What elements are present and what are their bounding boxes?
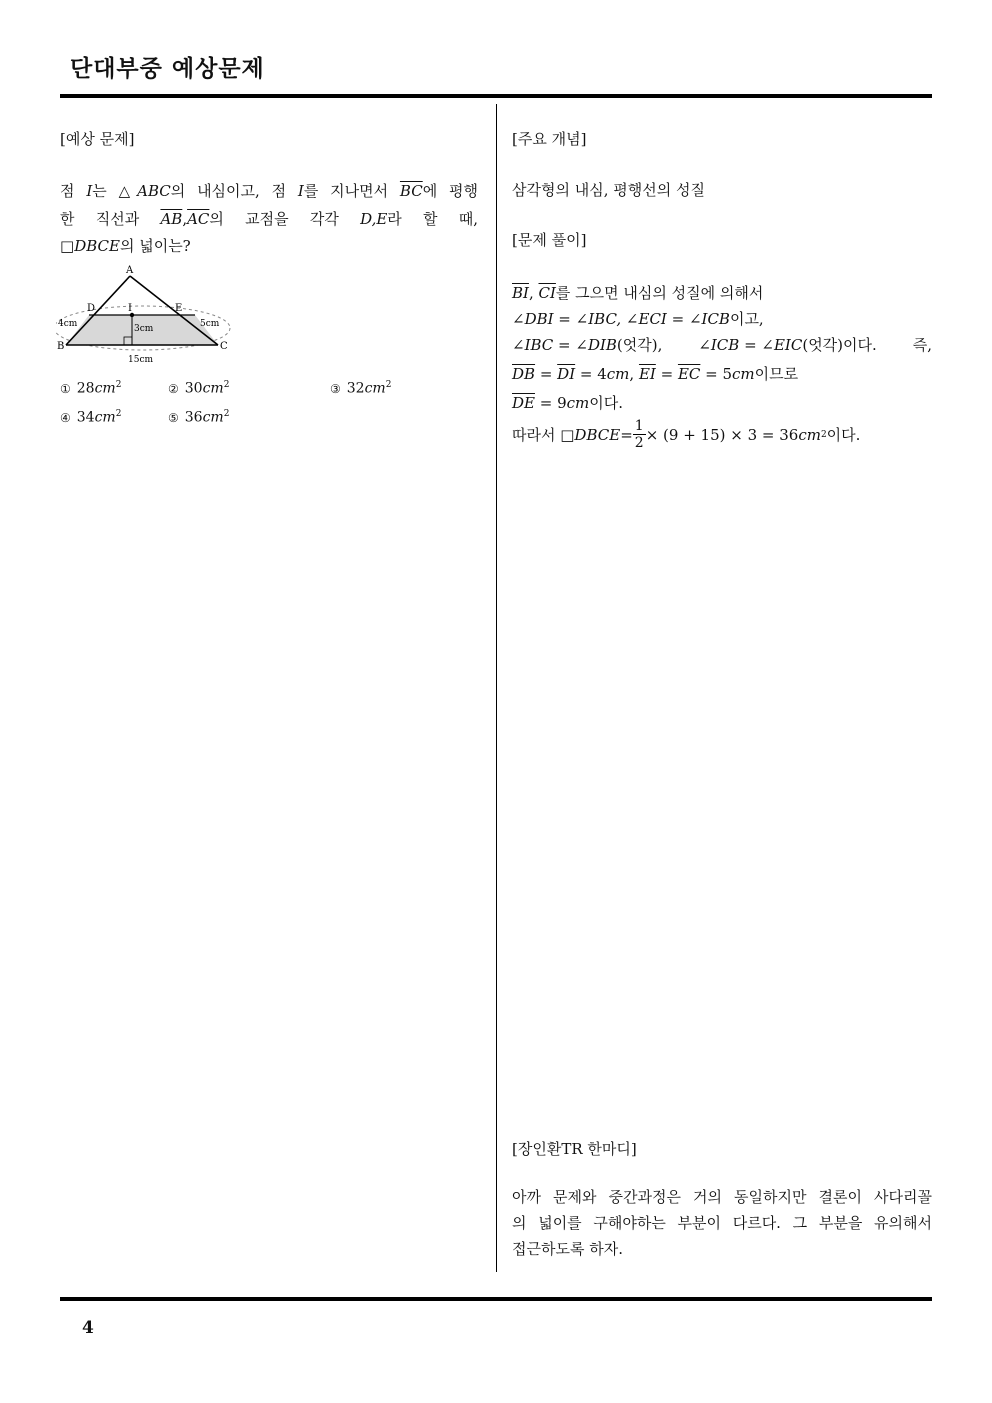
- fraction-one-half: [633, 418, 646, 451]
- choice-exponent: 2: [115, 409, 122, 419]
- problem-line-2: [60, 206, 478, 233]
- text: ,: [528, 284, 539, 302]
- angle-equation: ∠IBC = ∠DIB: [512, 336, 617, 354]
- text: 라 할 때,: [387, 210, 479, 228]
- page-title: 단대부중 예상문제: [70, 56, 265, 82]
- segment-EI: $\overline{EI}$: [638, 365, 656, 383]
- text: = 5: [700, 365, 733, 383]
- choice-number: ②: [168, 381, 179, 396]
- choice-2[interactable]: [168, 380, 229, 397]
- segment-EC: $\overline{EC}$: [677, 365, 701, 383]
- label-B: B: [57, 341, 65, 352]
- text: = 9: [534, 394, 567, 412]
- text: =: [535, 365, 558, 383]
- label-height: 3cm: [134, 324, 154, 334]
- text: =: [620, 425, 633, 444]
- var-DBCE: DBCE: [574, 425, 621, 444]
- choice-unit: cm: [202, 409, 224, 426]
- choice-5[interactable]: [168, 409, 229, 426]
- var-ABC: ABC: [137, 182, 171, 200]
- text: ,: [182, 210, 188, 228]
- label-E: E: [175, 303, 183, 314]
- segment-AB: $\overline{AB}$: [160, 210, 183, 228]
- solution-line-5: [512, 392, 623, 413]
- choice-exponent: 2: [385, 380, 392, 390]
- segment-DI: $\overline{DI}$: [557, 365, 576, 383]
- choice-3[interactable]: [330, 380, 391, 397]
- label-C: C: [220, 341, 228, 352]
- denominator: 2: [634, 435, 644, 451]
- choice-4[interactable]: [60, 409, 121, 426]
- unit: cm: [732, 365, 755, 383]
- problem-section-label: [예상 문제]: [60, 130, 135, 148]
- segment-CI: $\overline{CI}$: [538, 284, 556, 302]
- choice-exponent: 2: [223, 380, 230, 390]
- solution-line-6: [512, 418, 860, 451]
- choice-exponent: 2: [115, 380, 122, 390]
- trapezoid-figure: [56, 262, 236, 364]
- text: 의 교점을 각각: [209, 210, 361, 228]
- choice-exponent: 2: [223, 409, 230, 419]
- label-D: D: [87, 303, 96, 314]
- label-base: 15cm: [128, 355, 154, 364]
- angle-equation: ∠ICB = ∠EIC: [698, 336, 803, 354]
- quad-symbol: □: [60, 237, 75, 255]
- footer-rule: [60, 1297, 932, 1301]
- text: (엇각),: [616, 336, 663, 354]
- text: 를 지나면서: [303, 182, 400, 200]
- numerator: 1: [634, 418, 644, 434]
- label-left-length: 4cm: [58, 319, 78, 329]
- choice-number: ⑤: [168, 410, 179, 425]
- var-I: I: [297, 182, 304, 200]
- solution-line-1: [512, 282, 763, 303]
- segment-BI: $\overline{BI}$: [512, 284, 529, 302]
- exponent: 2: [820, 429, 827, 440]
- angle-equation: ∠DBI = ∠IBC, ∠ECI = ∠ICB: [512, 310, 730, 328]
- choice-value: 32: [346, 380, 365, 397]
- solution-line-4: [512, 363, 798, 384]
- tip-line-1: 아까 문제와 중간과정은 거의 동일하지만 결론이 사다리꼴: [512, 1188, 932, 1206]
- text: 이고,: [729, 310, 764, 328]
- unit: cm: [566, 394, 590, 412]
- text: 이다.: [589, 394, 624, 412]
- concept-text: 삼각형의 내심, 평행선의 성질: [512, 181, 705, 199]
- label-A: A: [126, 265, 134, 276]
- text: 이다.: [826, 426, 861, 444]
- header-rule: [60, 94, 932, 98]
- choice-unit: cm: [94, 380, 116, 397]
- solution-line-3: [512, 334, 932, 355]
- text: 에 평행: [422, 182, 478, 200]
- problem-line-1: [60, 178, 478, 205]
- choice-unit: cm: [364, 380, 386, 397]
- choice-value: 30: [184, 380, 203, 397]
- choice-1[interactable]: [60, 380, 121, 397]
- segment-AC: $\overline{AC}$: [187, 210, 210, 228]
- tip-line-2: 의 넓이를 구해야하는 부분이 다르다. 그 부분을 유의해서: [512, 1214, 932, 1232]
- solution-line-2: [512, 308, 764, 329]
- tip-section-label: [장인환TR 한마디]: [512, 1140, 637, 1158]
- alt-angle-2: [698, 334, 876, 355]
- unit: cm: [798, 425, 821, 444]
- segment-DB: $\overline{DB}$: [512, 365, 536, 383]
- choice-number: ③: [330, 381, 341, 396]
- text: 의 넓이는?: [119, 237, 191, 255]
- var-DBCE: DBCE: [74, 237, 120, 255]
- text: =: [655, 365, 678, 383]
- var-DE: D,E: [360, 210, 388, 228]
- text: 한 직선과: [60, 210, 161, 228]
- label-I: I: [128, 303, 132, 314]
- tip-line-3: 접근하도록 하자.: [512, 1240, 623, 1258]
- text: 따라서 □: [512, 426, 575, 444]
- unit: cm: [606, 365, 630, 383]
- triangle-symbol: △: [118, 182, 138, 200]
- text: 의 내심이고, 점: [170, 182, 298, 200]
- label-right-length: 5cm: [200, 319, 220, 329]
- segment-BC: $\overline{BC}$: [399, 182, 423, 200]
- choice-unit: cm: [94, 409, 116, 426]
- segment-DE: $\overline{DE}$: [512, 394, 535, 412]
- text: × (9 + 15) × 3 = 36: [645, 425, 799, 444]
- concept-section-label: [주요 개념]: [512, 130, 587, 148]
- choice-number: ④: [60, 410, 71, 425]
- alt-angle-1: [512, 334, 662, 355]
- choice-value: 36: [184, 409, 203, 426]
- choice-value: 34: [76, 409, 95, 426]
- text: (엇각)이다.: [802, 336, 877, 354]
- page-number: 4: [82, 1318, 94, 1338]
- text: 점: [60, 182, 87, 200]
- choice-value: 28: [76, 380, 95, 397]
- problem-line-3: [60, 233, 191, 260]
- var-I: I: [86, 182, 93, 200]
- text: 를 그으면 내심의 성질에 의해서: [555, 284, 764, 302]
- solution-section-label: [문제 풀이]: [512, 231, 587, 249]
- text: 는: [92, 182, 119, 200]
- text: = 4: [575, 365, 607, 383]
- text: 즉,: [912, 336, 932, 354]
- text: ,: [629, 365, 639, 383]
- choice-number: ①: [60, 381, 71, 396]
- choice-unit: cm: [202, 380, 224, 397]
- column-divider: [496, 104, 497, 1272]
- text: 이므로: [754, 365, 799, 383]
